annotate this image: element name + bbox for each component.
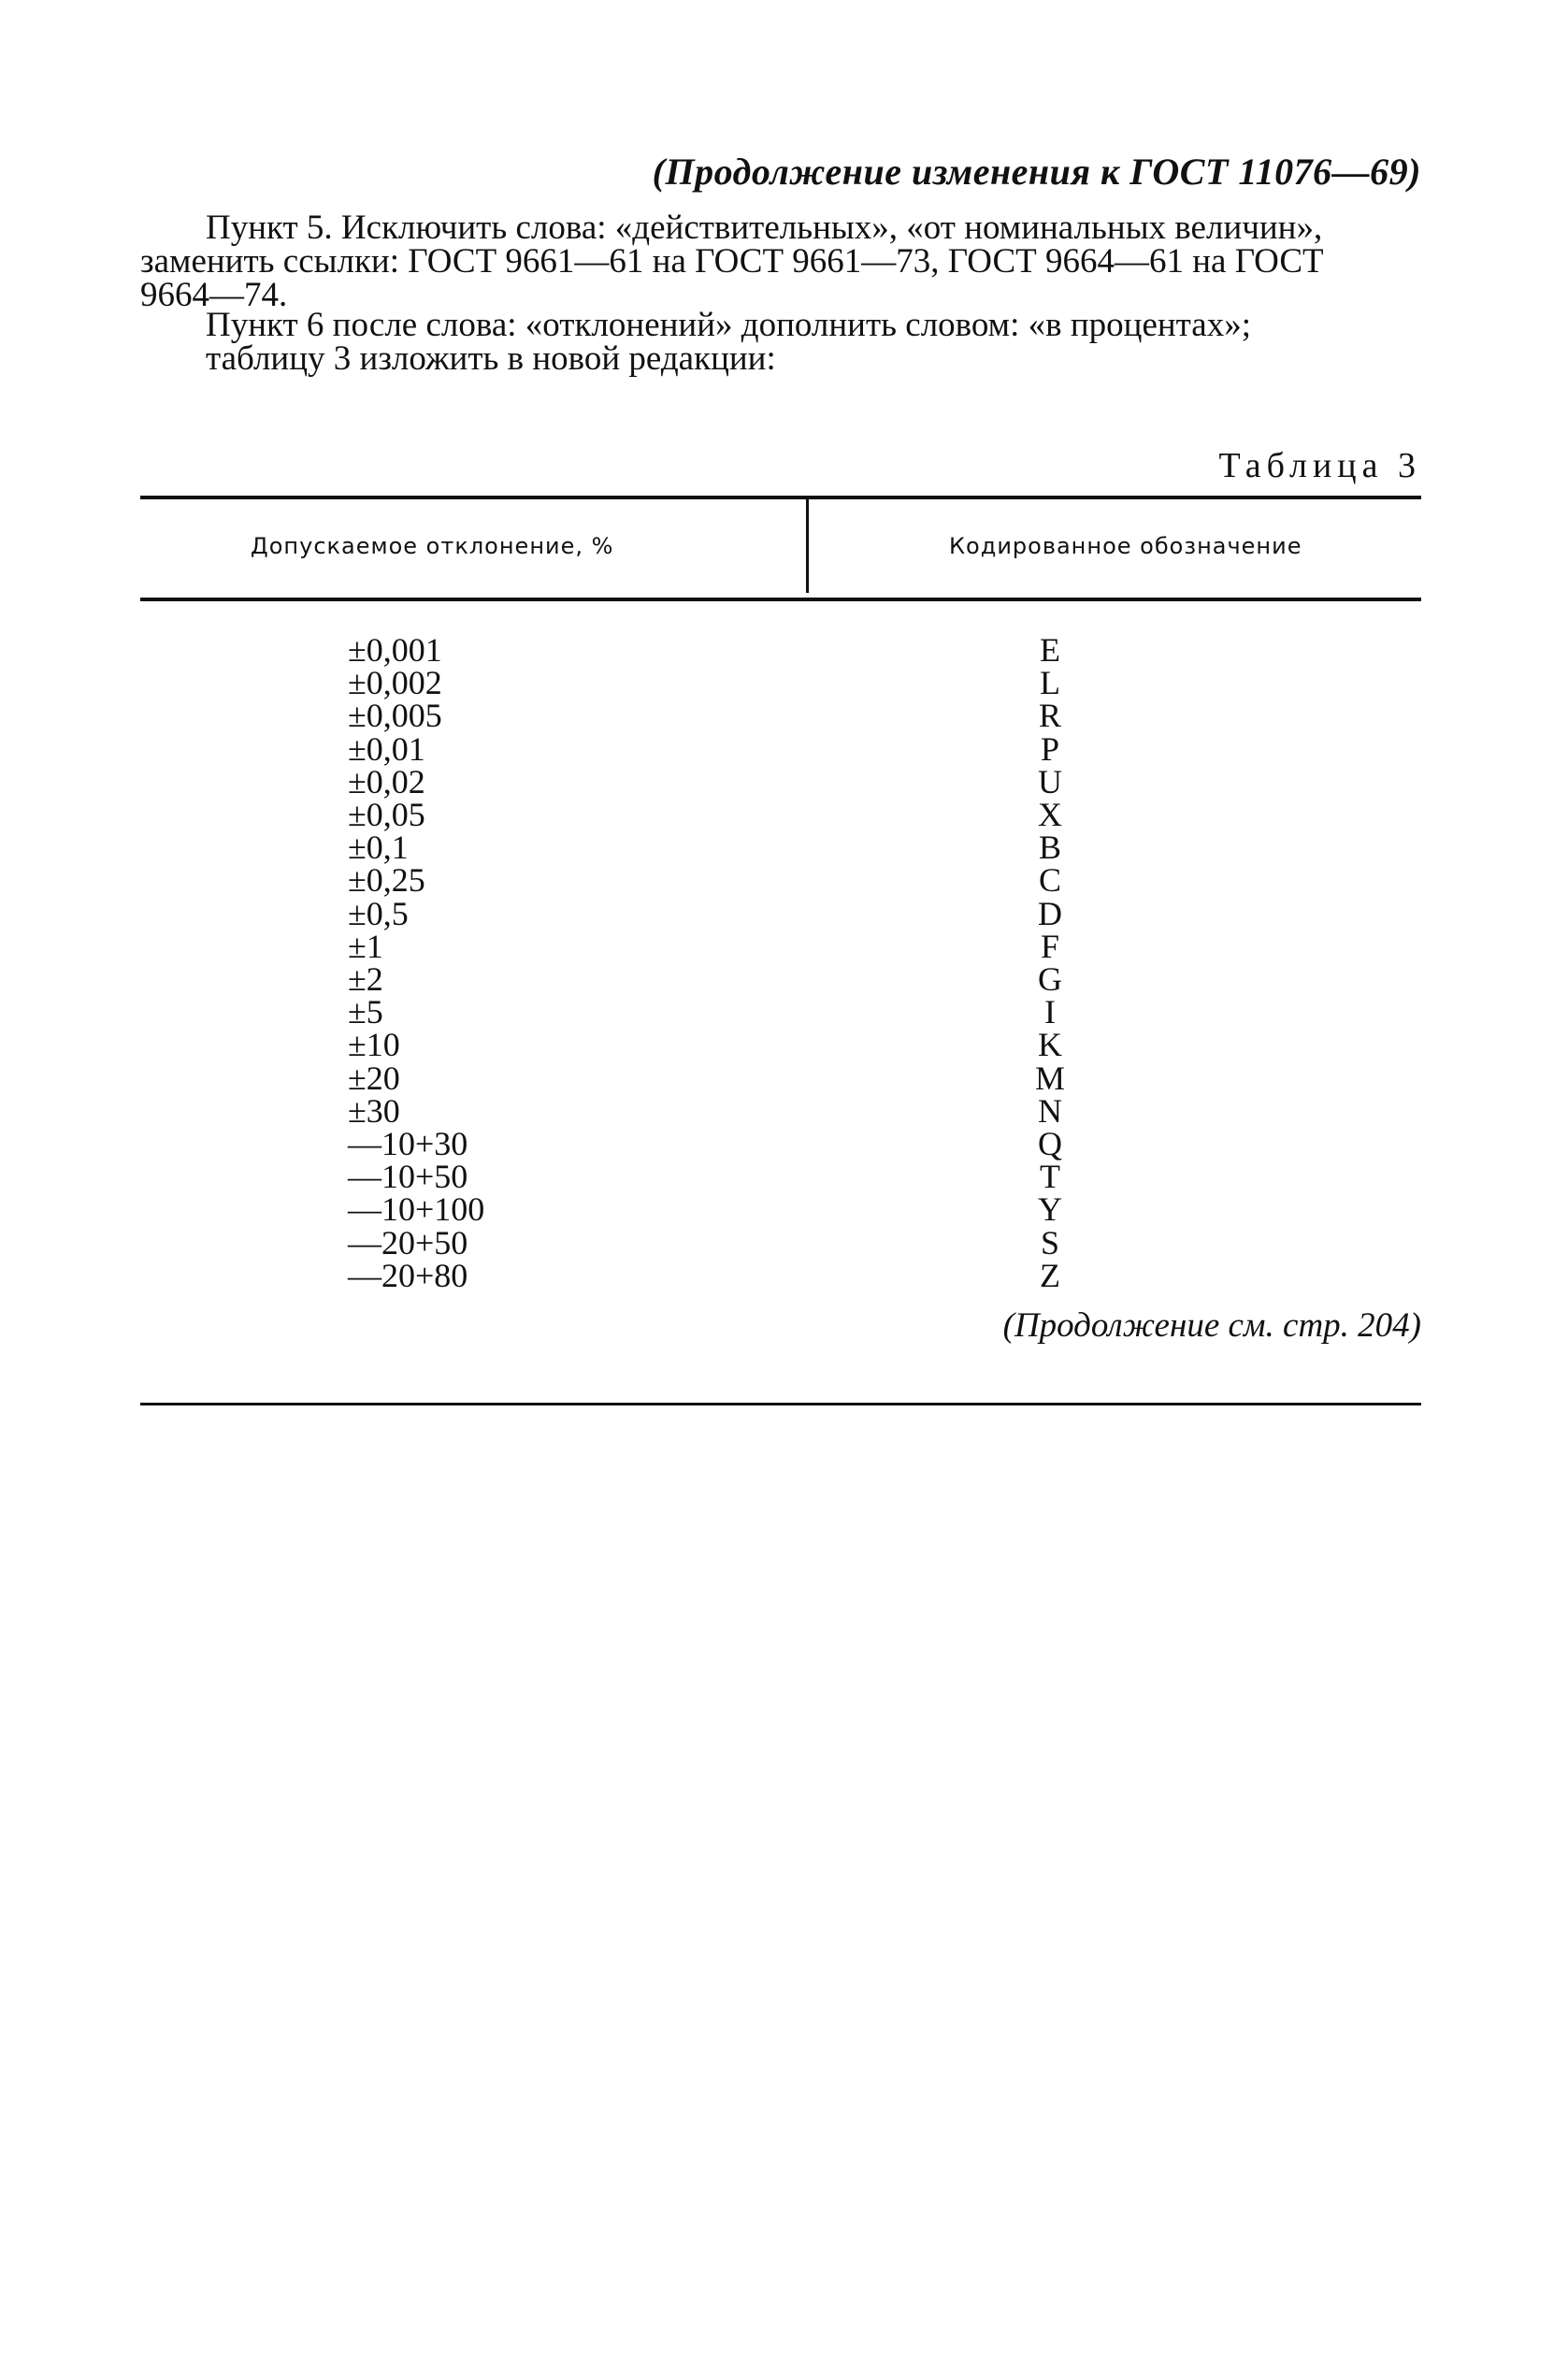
table-caption: Таблица 3	[1218, 446, 1421, 485]
continuation-footer: (Продолжение см. стр. 204)	[1002, 1306, 1421, 1345]
paragraph-line: Пункт 5. Исключить слова: «действительных», «от номинальных величин»,	[206, 209, 1323, 247]
table-bottom-rule	[140, 1403, 1421, 1405]
tolerance-cell: —10+100	[348, 1190, 485, 1229]
tolerance-cell: ±20	[348, 1059, 400, 1097]
code-cell: S	[1040, 1223, 1060, 1261]
code-cell: R	[1038, 697, 1061, 735]
table-column-divider	[806, 499, 809, 593]
code-cell: N	[1038, 1091, 1062, 1130]
tolerance-cell: ±2	[348, 960, 383, 999]
code-cell: T	[1040, 1158, 1060, 1196]
code-cell: Z	[1040, 1256, 1060, 1294]
code-cell: Q	[1038, 1125, 1062, 1163]
code-cell: G	[1038, 960, 1062, 999]
paragraph-line: таблицу 3 изложить в новой редакции:	[206, 339, 776, 378]
code-cell: C	[1038, 861, 1061, 900]
tolerance-cell: ±0,1	[348, 829, 409, 867]
code-cell: K	[1038, 1026, 1062, 1064]
code-cell: L	[1040, 664, 1060, 702]
table-header-tolerance: Допускаемое отклонение, %	[251, 533, 614, 559]
tolerance-cell: ±0,5	[348, 894, 409, 932]
tolerance-cell: ±0,05	[348, 796, 425, 834]
tolerance-cell: ±0,02	[348, 762, 425, 800]
tolerance-cell: —20+50	[348, 1223, 468, 1261]
table-top-rule	[140, 496, 1421, 499]
tolerance-cell: ±0,01	[348, 729, 425, 768]
paragraph-item-5	[140, 211, 1421, 312]
code-cell: B	[1038, 829, 1061, 867]
tolerance-cell: ±1	[348, 927, 383, 965]
code-column	[1027, 631, 1073, 1294]
table-header-rule	[140, 598, 1421, 601]
code-cell: Y	[1038, 1190, 1062, 1229]
table-header-code: Кодированное обозначение	[949, 533, 1302, 559]
tolerance-cell: —10+30	[348, 1125, 468, 1163]
tolerance-cell: ±0,002	[348, 664, 442, 702]
tolerance-cell: —20+80	[348, 1256, 468, 1294]
tolerance-cell: ±5	[348, 993, 383, 1031]
code-cell: X	[1038, 796, 1062, 834]
code-cell: D	[1038, 894, 1062, 932]
tolerance-cell: ±0,25	[348, 861, 425, 900]
tolerance-cell: —10+50	[348, 1158, 468, 1196]
tolerance-cell: ±0,001	[348, 631, 442, 669]
tolerance-cell: ±0,005	[348, 697, 442, 735]
tolerance-cell: ±30	[348, 1091, 400, 1130]
paragraph-line: 9664—74.	[140, 276, 288, 314]
code-cell: P	[1040, 729, 1060, 768]
paragraph-line: Пункт 6 после слова: «отклонений» дополнить словом: «в процентах»;	[206, 306, 1251, 344]
continuation-header: (Продолжение изменения к ГОСТ 11076—69)	[652, 151, 1421, 193]
paragraph-line: заменить ссылки: ГОСТ 9661—61 на ГОСТ 9661—73, ГОСТ 9664—61 на ГОСТ	[140, 242, 1324, 281]
tolerance-cell: ±10	[348, 1026, 400, 1064]
code-cell: M	[1034, 1059, 1065, 1097]
code-cell: U	[1038, 762, 1062, 800]
paragraph-item-6	[140, 306, 1421, 378]
code-cell: E	[1040, 631, 1060, 669]
code-cell: F	[1040, 927, 1060, 965]
tolerance-column	[348, 631, 485, 1294]
code-cell: I	[1044, 993, 1056, 1031]
